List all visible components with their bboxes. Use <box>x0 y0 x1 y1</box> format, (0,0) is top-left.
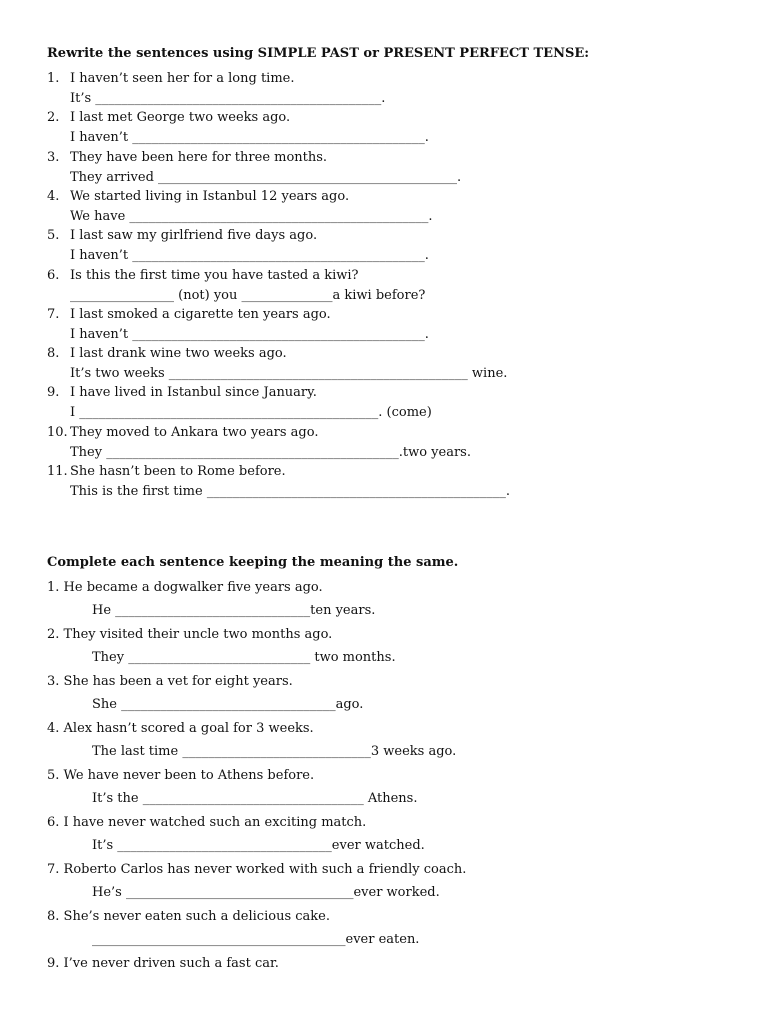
question-number: 9. <box>47 385 60 401</box>
question-sentence: I have lived in Istanbul since January. <box>70 385 317 401</box>
answer-line[interactable]: He ______________________________ten years. <box>92 603 376 618</box>
section2-question <box>47 721 314 737</box>
section2-question <box>47 674 293 690</box>
answer-line[interactable]: It’s two weeks ______________________________________________ wine. <box>70 366 508 382</box>
question-sentence: She’s never eaten such a delicious cake. <box>59 909 330 924</box>
question-sentence: I last saw my girlfriend five days ago. <box>70 228 318 244</box>
answer-line[interactable]: I ______________________________________________. (come) <box>70 405 432 421</box>
question-sentence: She has been a vet for eight years. <box>59 674 293 689</box>
question-sentence: I haven’t seen her for a long time. <box>70 71 295 86</box>
question-number: 1. <box>47 71 60 86</box>
answer-line[interactable]: It’s _________________________________ever watched. <box>92 838 425 853</box>
question-number: 10. <box>47 424 68 440</box>
answer-line[interactable]: I haven’t _____________________________________________. <box>70 130 429 146</box>
question-number: 6. <box>47 815 60 830</box>
answer-line[interactable]: They ____________________________ two months. <box>92 650 396 665</box>
answer-line[interactable]: They arrived ______________________________________________. <box>70 169 462 185</box>
question-number: 4. <box>47 721 60 736</box>
section1-question <box>47 385 317 401</box>
question-number: 2. <box>47 627 60 642</box>
section2-question <box>47 580 323 596</box>
question-number: 8. <box>47 346 60 362</box>
question-sentence: I last drank wine two weeks ago. <box>70 346 287 362</box>
question-sentence: She hasn’t been to Rome before. <box>70 464 286 479</box>
section1-question <box>47 189 349 205</box>
question-sentence: We have never been to Athens before. <box>59 768 315 783</box>
question-number: 3. <box>47 149 60 165</box>
answer-line[interactable]: We have ______________________________________________. <box>70 208 433 224</box>
section2-question <box>47 956 279 972</box>
question-number: 5. <box>47 768 60 783</box>
section1-question <box>47 425 318 441</box>
answer-line[interactable]: ________________ (not) you ______________a kiwi before? <box>70 287 426 303</box>
question-number: 11. <box>47 464 68 479</box>
section1-question <box>47 110 290 126</box>
question-number: 4. <box>47 188 60 204</box>
question-number: 8. <box>47 909 60 924</box>
section1-question <box>47 71 294 87</box>
section1-question <box>47 268 359 284</box>
question-sentence: I have never watched such an exciting match. <box>59 815 367 830</box>
question-number: 9. <box>47 956 60 971</box>
answer-line[interactable]: This is the first time ______________________________________________. <box>70 484 510 499</box>
question-sentence: He became a dogwalker five years ago. <box>59 580 323 595</box>
question-sentence: I last met George two weeks ago. <box>70 110 291 126</box>
question-sentence: I’ve never driven such a fast car. <box>59 956 279 971</box>
section2-question <box>47 627 332 643</box>
question-number: 6. <box>47 267 60 283</box>
question-number: 7. <box>47 862 60 877</box>
section2-question <box>47 815 366 831</box>
section2-question <box>47 768 314 784</box>
answer-line[interactable]: I haven’t _____________________________________________. <box>70 248 429 264</box>
question-sentence: They visited their uncle two months ago. <box>59 627 333 642</box>
section1-question <box>47 464 286 480</box>
section1-question <box>47 228 317 244</box>
question-number: 7. <box>47 306 60 322</box>
answer-line[interactable]: It’s the __________________________________ Athens. <box>92 791 418 806</box>
question-number: 5. <box>47 228 60 244</box>
answer-line[interactable]: They _____________________________________________.two years. <box>70 444 471 460</box>
answer-line[interactable]: _______________________________________ever eaten. <box>92 932 420 947</box>
section1-question <box>47 346 287 362</box>
question-sentence: I last smoked a cigarette ten years ago. <box>70 306 331 322</box>
question-sentence: They moved to Ankara two years ago. <box>70 424 319 440</box>
answer-line[interactable]: It’s ____________________________________________. <box>70 91 386 106</box>
question-sentence: Roberto Carlos has never worked with such a friendly coach. <box>59 862 467 877</box>
question-number: 1. <box>47 580 60 595</box>
answer-line[interactable]: He’s ___________________________________ever worked. <box>92 885 440 900</box>
answer-line[interactable]: I haven’t _____________________________________________. <box>70 326 429 342</box>
answer-line[interactable]: The last time _____________________________3 weeks ago. <box>92 744 457 759</box>
section1-question <box>47 307 331 323</box>
section1-question <box>47 150 327 166</box>
question-sentence: Is this the first time you have tasted a kiwi? <box>70 267 359 283</box>
section2-heading: Complete each sentence keeping the meaning the same. <box>47 555 459 570</box>
section2-question <box>47 909 330 925</box>
question-number: 3. <box>47 674 60 689</box>
section1-heading: Rewrite the sentences using SIMPLE PAST or PRESENT PERFECT TENSE: <box>47 46 590 61</box>
question-sentence: We started living in Istanbul 12 years ago. <box>70 188 350 204</box>
question-sentence: Alex hasn’t scored a goal for 3 weeks. <box>59 721 314 736</box>
section2-question <box>47 862 466 878</box>
question-sentence: They have been here for three months. <box>70 149 328 165</box>
answer-line[interactable]: She _________________________________ago. <box>92 697 364 712</box>
question-number: 2. <box>47 110 60 126</box>
